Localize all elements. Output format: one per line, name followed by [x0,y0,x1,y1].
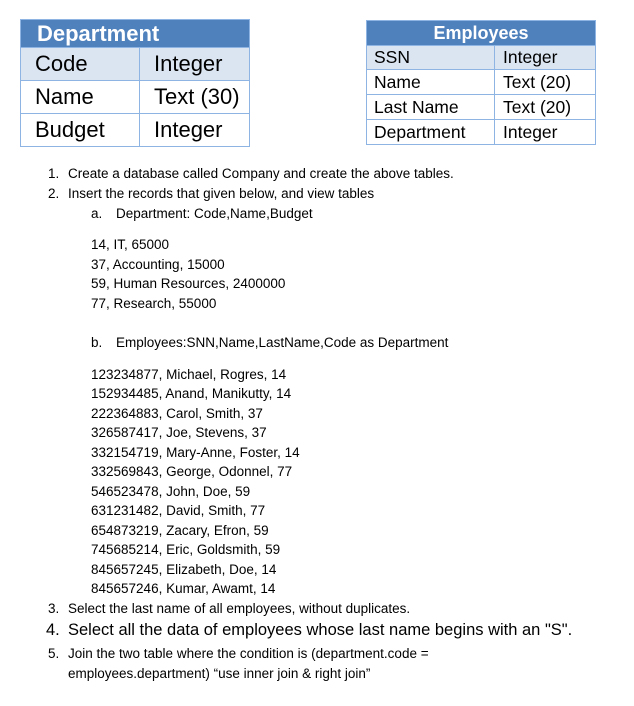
task-4-text: Select all the data of employees whose last name begins with an "S". [68,621,573,639]
department-table [20,19,250,147]
field-type: Text (30) [154,84,240,109]
subtask-b-text: Employees:SNN,Name,LastName,Code as Department [116,335,449,350]
employee-record: 326587417, Joe, Stevens, 37 [91,425,267,440]
field-type: Integer [503,122,558,142]
table-row [367,69,595,94]
field-name: Code [21,48,140,80]
list-number: 3. [48,601,60,616]
department-record: 59, Human Resources, 2400000 [91,276,286,291]
employee-record: 152934485, Anand, Manikutty, 14 [91,386,292,401]
field-type: Text (20) [503,72,572,92]
department-record: 77, Research, 55000 [91,296,217,311]
task-5-text-line2: employees.department) “use inner join & right join” [68,666,371,681]
table-row [21,47,249,80]
table-row [21,113,249,146]
table-row [21,80,249,113]
list-number: 1. [48,166,60,181]
employee-record: 123234877, Michael, Rogres, 14 [91,367,287,382]
employee-record: 845657246, Kumar, Awamt, 14 [91,581,276,596]
field-name: Last Name [367,95,495,119]
list-number: b. [91,335,103,350]
task-1-text: Create a database called Company and create the above tables. [68,166,454,181]
field-name: Name [21,81,140,113]
department-table-title: Department [21,20,249,47]
employee-record: 654873219, Zacary, Efron, 59 [91,523,269,538]
task-5-text-line1: Join the two table where the condition is (department.code = [68,646,429,661]
employee-record: 631231482, David, Smith, 77 [91,503,266,518]
subtask-a-text: Department: Code,Name,Budget [116,206,313,221]
list-number: 2. [48,186,60,201]
field-name: Name [367,70,495,94]
employee-record: 332154719, Mary-Anne, Foster, 14 [91,445,300,460]
table-row [367,119,595,144]
task-2-text: Insert the records that given below, and view tables [68,186,375,201]
employee-record: 546523478, John, Doe, 59 [91,484,251,499]
employee-record: 745685214, Eric, Goldsmith, 59 [91,542,281,557]
employee-record: 332569843, George, Odonnel, 77 [91,464,293,479]
table-row [367,45,595,69]
field-name: Budget [21,114,140,146]
field-name: SSN [367,46,495,69]
field-type: Text (20) [503,97,572,117]
employee-record: 222364883, Carol, Smith, 37 [91,406,263,421]
list-number: a. [91,206,103,221]
field-type: Integer [154,117,223,142]
employee-record: 845657245, Elizabeth, Doe, 14 [91,562,277,577]
field-type: Integer [503,47,558,67]
field-type: Integer [154,51,223,76]
department-record: 14, IT, 65000 [91,237,170,252]
table-row [367,94,595,119]
employees-table [366,20,596,145]
list-number: 5. [48,646,60,661]
department-record: 37, Accounting, 15000 [91,257,225,272]
field-name: Department [367,120,495,144]
employees-table-title: Employees [367,21,595,45]
task-3-text: Select the last name of all employees, without duplicates. [68,601,411,616]
list-number: 4. [46,621,60,639]
